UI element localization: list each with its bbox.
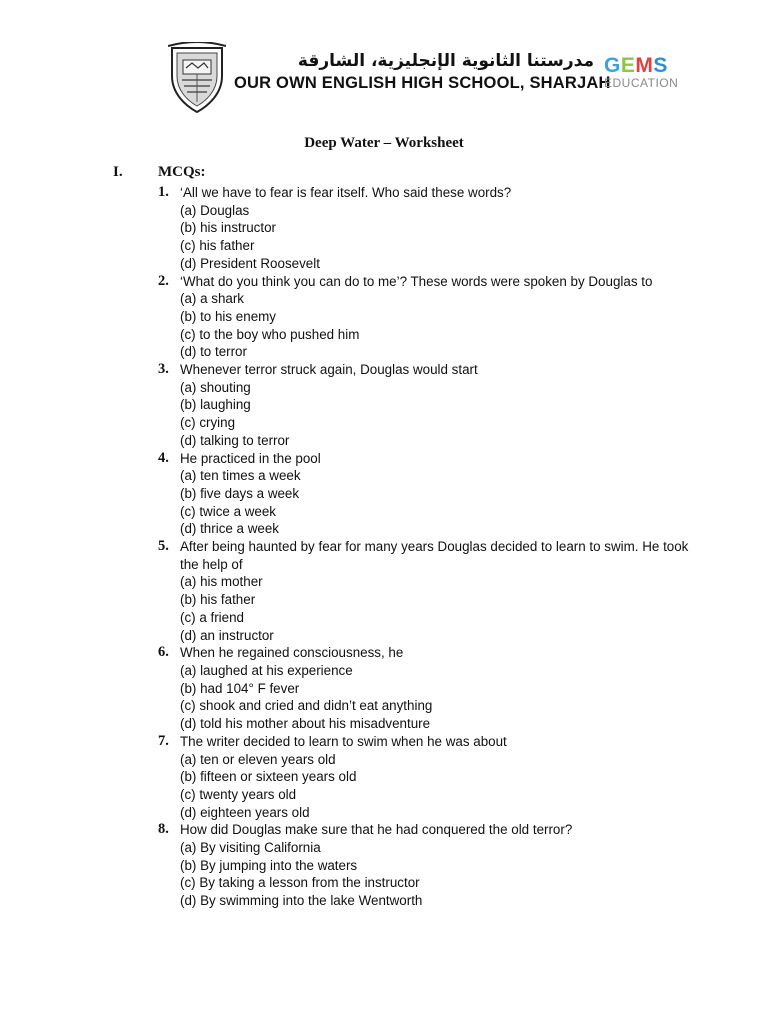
answer-option: (d) told his mother about his misadventure (180, 716, 431, 732)
answer-option: (a) ten times a week (180, 468, 301, 484)
question-item (113, 538, 693, 644)
gems-logo (604, 54, 668, 78)
school-name-arabic: مدرستنا الثانوية الإنجليزية، الشارقة (297, 51, 594, 71)
answer-option: (c) By taking a lesson from the instructor (180, 875, 420, 891)
answer-option: (d) By swimming into the lake Wentworth (180, 893, 423, 909)
answer-option: (c) a friend (180, 609, 244, 625)
answer-option: (b) By jumping into the waters (180, 857, 358, 873)
school-header (168, 42, 679, 116)
question-number: 1. (158, 184, 169, 200)
school-name-english: OUR OWN ENGLISH HIGH SCHOOL, SHARJAH (234, 74, 611, 92)
answer-option: (d) eighteen years old (180, 804, 310, 820)
question-item (113, 821, 693, 910)
option-list (180, 839, 693, 910)
answer-option: (b) his instructor (180, 220, 276, 236)
answer-option: (b) fifteen or sixteen years old (180, 769, 357, 785)
question-number: 2. (158, 272, 169, 289)
question-text: The writer decided to learn to swim when he was about (180, 733, 507, 749)
question-text: He practiced in the pool (180, 450, 321, 466)
mcq-section (113, 164, 693, 910)
answer-option: (c) to the boy who pushed him (180, 326, 360, 342)
question-text: When he regained consciousness, he (180, 645, 404, 661)
question-number: 4. (158, 449, 169, 466)
option-list (180, 202, 693, 273)
gems-letter-m: M (635, 54, 654, 77)
answer-option: (d) talking to terror (180, 432, 290, 448)
answer-option: (d) thrice a week (180, 521, 279, 537)
question-number: 5. (158, 538, 169, 555)
section-title: MCQs: (158, 164, 206, 180)
option-list (180, 379, 693, 450)
gems-letter-s: S (653, 54, 668, 77)
question-item (113, 733, 693, 822)
answer-option: (d) to terror (180, 344, 247, 360)
question-item (113, 644, 693, 733)
section-heading (113, 164, 693, 184)
worksheet-title: Deep Water – Worksheet (304, 135, 464, 151)
question-item (113, 450, 693, 539)
option-list (180, 290, 693, 361)
option-list (180, 467, 693, 538)
gems-letter-e: E (620, 54, 636, 77)
option-list (180, 662, 693, 733)
question-number: 3. (158, 361, 169, 378)
question-text: How did Douglas make sure that he had conquered the old terror? (180, 822, 573, 838)
answer-option: (b) five days a week (180, 485, 300, 501)
question-text: ‘What do you think you can do to me’? These words were spoken by Douglas to (180, 273, 653, 289)
answer-option: (c) shook and cried and didn’t eat anything (180, 698, 433, 714)
answer-option: (a) Douglas (180, 202, 250, 218)
question-list (113, 184, 693, 910)
question-number: 6. (158, 644, 169, 661)
answer-option: (d) President Roosevelt (180, 255, 320, 271)
question-number: 7. (158, 732, 169, 749)
option-list (180, 751, 693, 822)
answer-option: (a) laughed at his experience (180, 662, 353, 678)
answer-option: (c) twenty years old (180, 786, 297, 802)
gems-education-label: EDUCATION (604, 76, 679, 90)
question-text: After being haunted by fear for many years Douglas decided to learn to swim. He took the help of (180, 539, 689, 572)
question-item (113, 273, 693, 362)
answer-option: (a) his mother (180, 574, 263, 590)
answer-option: (b) laughing (180, 397, 251, 413)
question-item (113, 361, 693, 450)
answer-option: (a) ten or eleven years old (180, 751, 336, 767)
section-number: I. (113, 164, 123, 180)
question-text: Whenever terror struck again, Douglas would start (180, 362, 478, 378)
answer-option: (a) By visiting California (180, 840, 321, 856)
school-crest-icon (168, 42, 226, 114)
option-list (180, 573, 693, 644)
answer-option: (c) his father (180, 238, 255, 254)
answer-option: (b) to his enemy (180, 308, 277, 324)
answer-option: (c) crying (180, 415, 236, 431)
answer-option: (d) an instructor (180, 627, 274, 643)
answer-option: (c) twice a week (180, 503, 276, 519)
answer-option: (b) had 104° F fever (180, 680, 300, 696)
question-text: ‘All we have to fear is fear itself. Who said these words? (180, 185, 512, 200)
question-item (113, 184, 693, 273)
gems-letter-g: G (604, 54, 621, 77)
answer-option: (a) a shark (180, 291, 244, 307)
answer-option: (a) shouting (180, 379, 251, 395)
answer-option: (b) his father (180, 592, 256, 608)
question-number: 8. (158, 821, 169, 838)
